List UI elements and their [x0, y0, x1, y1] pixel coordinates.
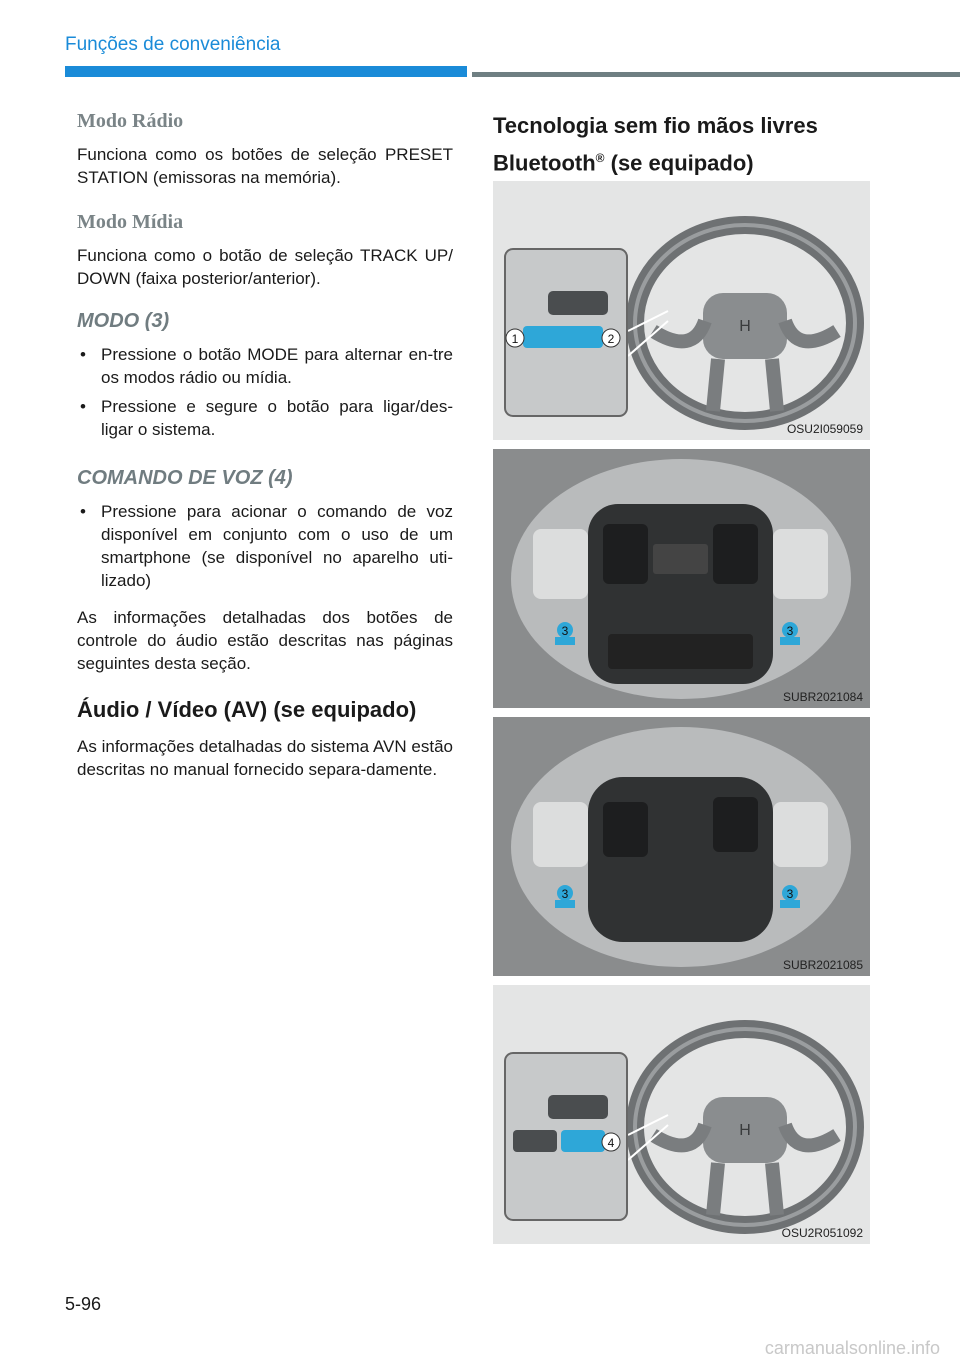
header-gray-bar	[472, 72, 960, 77]
bluetooth-suffix: (se equipado)	[604, 150, 754, 176]
overhead-console-illustration-2	[493, 717, 870, 976]
page-number: 5-96	[65, 1294, 102, 1314]
audio-video-heading: Áudio / Vídeo (AV) (se equipado)	[77, 697, 417, 722]
list-item: • Pressione e segure o botão para ligar/des-ligar o sistema.	[77, 395, 453, 441]
svg-text:H: H	[739, 1122, 751, 1139]
comando-voz-text: As informações detalhadas dos botões de controle do áudio estão descritas nas páginas seguintes desta seção.	[77, 608, 453, 673]
list-item: • Pressione o botão MODE para alternar en-tre os modos rádio ou mídia.	[77, 343, 453, 389]
left-column	[77, 110, 453, 799]
comando-voz-heading: COMANDO DE VOZ (4)	[77, 467, 293, 489]
svg-text:H: H	[739, 318, 751, 335]
watermark: carmanualsonline.info	[764, 1338, 940, 1358]
callout-1: 1	[511, 332, 519, 346]
figure-code: SUBR2021085	[782, 958, 863, 972]
modo-radio-text: Funciona como os botões de seleção PRESET STATION (emissoras na memória).	[77, 145, 453, 187]
modo-radio-heading: Modo Rádio	[77, 110, 184, 132]
modo-bullets	[77, 343, 453, 441]
callout-3-right: 3	[786, 624, 794, 638]
callout-3-left: 3	[561, 887, 569, 901]
callout-3-right: 3	[786, 887, 794, 901]
figure-overhead-console-2	[493, 717, 870, 976]
callout-3-left: 3	[561, 624, 569, 638]
list-item: • Pressione para acionar o comando de voz disponível em conjunto com o uso de um smartphone (se disponível no aparelho uti-lizado)	[77, 500, 453, 592]
modo-heading: MODO (3)	[77, 310, 170, 332]
figure-steering-wheel-1	[493, 181, 870, 440]
callout-2: 2	[607, 332, 615, 346]
steering-wheel-illustration-1	[493, 181, 870, 440]
figure-code: OSU2I059059	[786, 422, 863, 436]
figure-overhead-console-1	[493, 449, 870, 708]
right-column	[493, 110, 870, 179]
bluetooth-heading-line1: Tecnologia sem fio mãos livres	[493, 113, 818, 138]
registered-mark: ®	[595, 151, 605, 165]
bluetooth-heading-line2	[493, 142, 870, 179]
modo-midia-text: Funciona como o botão de seleção TRACK UP/ DOWN (faixa posterior/anterior).	[77, 246, 453, 288]
figure-steering-wheel-2	[493, 985, 870, 1244]
header-accent-bar	[65, 66, 467, 77]
section-title: Funções de conveniência	[65, 34, 281, 55]
modo-midia-heading: Modo Mídia	[77, 211, 184, 233]
steering-wheel-illustration-2	[493, 985, 870, 1244]
audio-video-text: As informações detalhadas do sistema AVN estão descritas no manual fornecido separa-damente.	[77, 737, 453, 779]
figure-code: OSU2R051092	[781, 1226, 863, 1240]
comando-voz-bullets	[77, 500, 453, 592]
figure-code: SUBR2021084	[782, 690, 863, 704]
bluetooth-word: Bluetooth	[493, 150, 596, 176]
overhead-console-illustration-1	[493, 449, 870, 708]
callout-4: 4	[607, 1136, 615, 1150]
